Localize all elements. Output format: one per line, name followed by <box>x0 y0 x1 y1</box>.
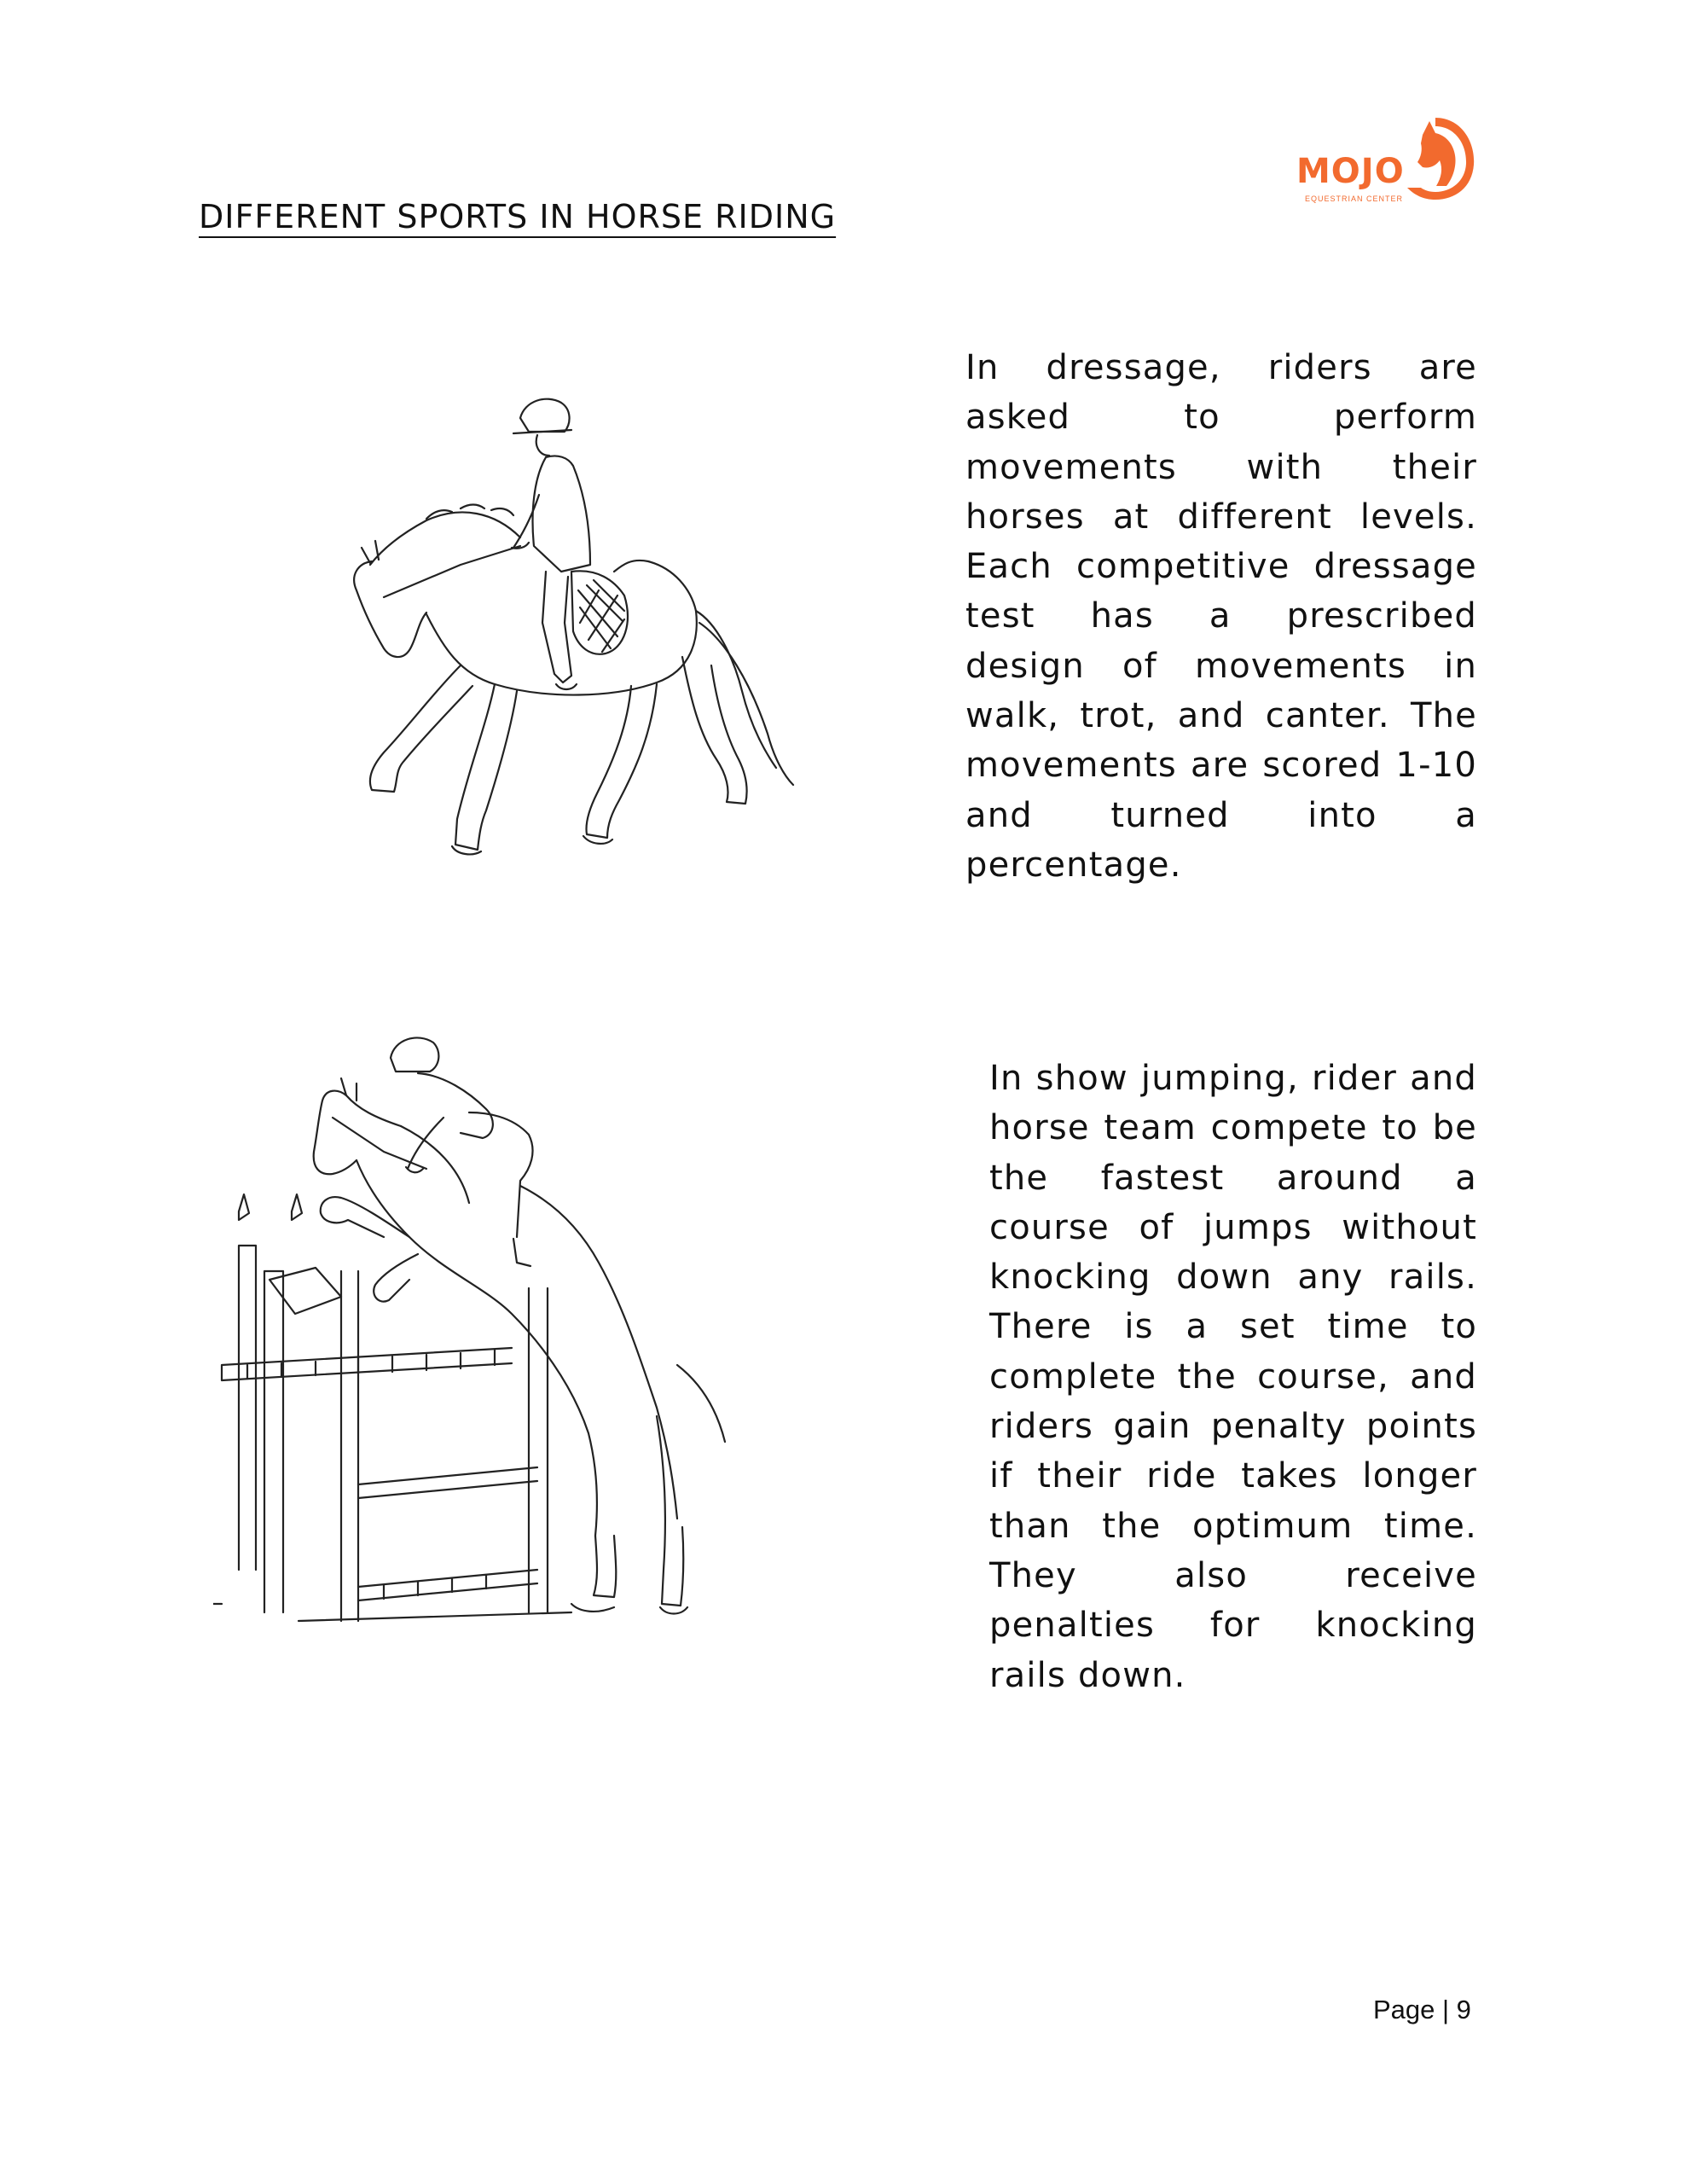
mojo-logo <box>1296 102 1484 205</box>
logo-subtitle: EQUESTRIAN CENTER <box>1305 195 1404 203</box>
dressage-description: In dressage, riders are asked to perform movements with their horses at different levels. Each competitive dressage test has a prescribed design of movements in walk, trot, and canter. The movements are scored 1-10 and turned into a percentage. <box>965 348 1477 885</box>
show-jumping-horse-rider-illustration <box>213 1024 921 1689</box>
horse-head-icon <box>1388 109 1482 203</box>
show-jumping-description: In show jumping, rider and horse team compete to be the fastest around a course of jumps without knocking down any rails. There is a set time to complete the course, and riders gain penalty points if their ride takes longer than the optimum time. They also receive penalties for knocking rails down. <box>989 1059 1477 1695</box>
dressage-horse-rider-illustration <box>290 367 844 896</box>
logo-wordmark: MOJO <box>1296 152 1405 191</box>
page-number: Page | 9 <box>1373 1995 1471 2024</box>
page-title: DIFFERENT SPORTS IN HORSE RIDING <box>199 198 837 235</box>
